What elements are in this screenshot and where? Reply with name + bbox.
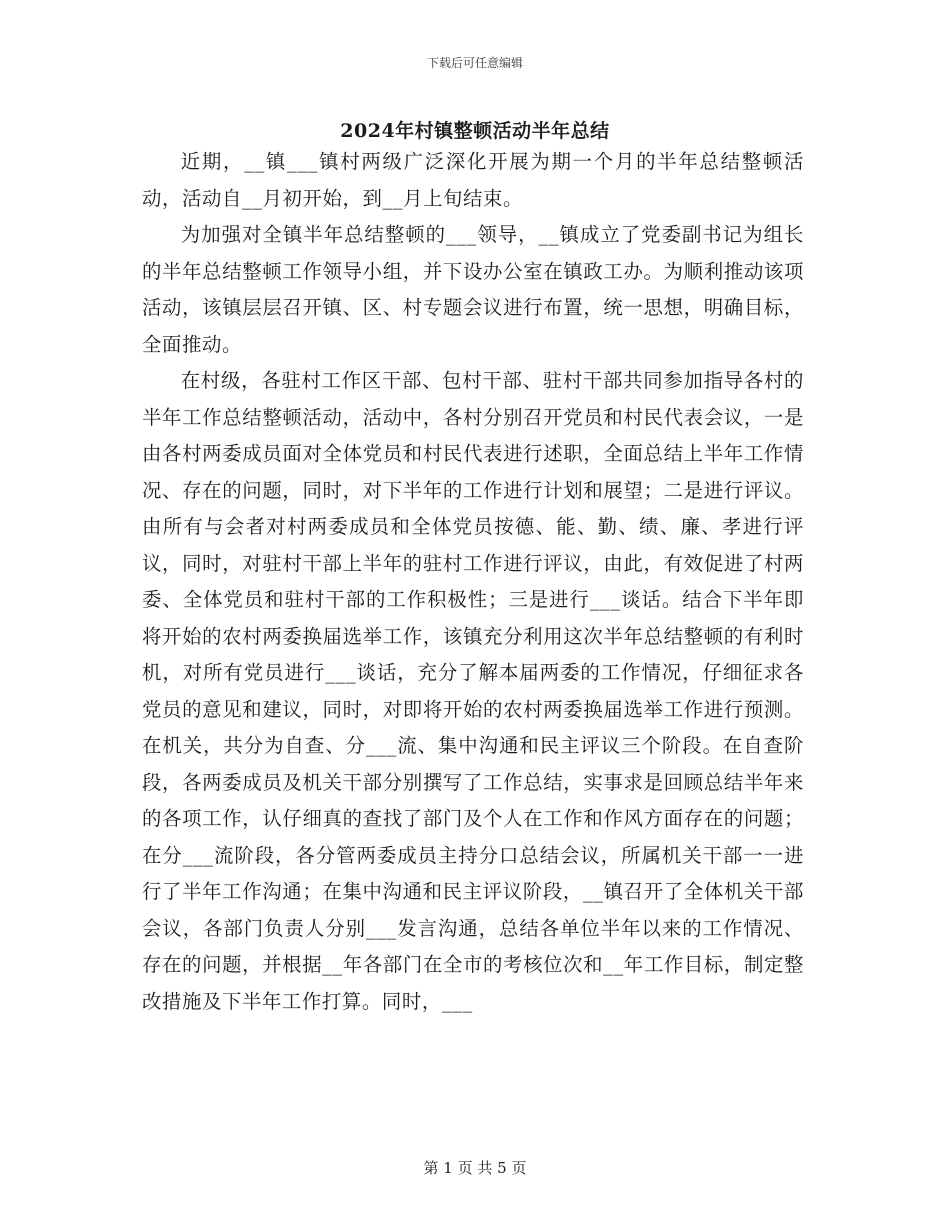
page-header-note: 下载后可任意编辑 — [426, 56, 523, 70]
body-paragraph: 近期，__镇___镇村两级广泛深化开展为期一个月的半年总结整顿活动，活动自__月初开始，到__月上旬结束。 — [142, 150, 804, 210]
body-paragraph: 为加强对全镇半年总结整顿的___领导，__镇成立了党委副书记为组长的半年总结整顿工作领导小组，并下设办公室在镇政工办。为顺利推动该项活动，该镇层层召开镇、区、村专题会议进行布置，统一思想，明确目标，全面推动。 — [142, 223, 804, 356]
document-title: 2024年村镇整顿活动半年总结 — [340, 120, 610, 142]
body-paragraph: 在村级，各驻村工作区干部、包村干部、驻村干部共同参加指导各村的半年工作总结整顿活动，活动中，各村分别召开党员和村民代表会议，一是由各村两委成员面对全体党员和村民代表进行述职，全面总结上半年工作情况、存在的问题，同时，对下半年的工作进行计划和展望；二是进行评议。由所有与会者对村两委成员和全体党员按德、能、勤、绩、廉、孝进行评议，同时，对驻村干部上半年的驻村工作进行评议，由此，有效促进了村两委、全体党员和驻村干部的工作积极性；三是进行___谈话。结合下半年即将开始的农村两委换届选举工作，该镇充分利用这次半年总结整顿的有利时机，对所有党员进行___谈话，充分了解本届两委的工作情况，仔细征求各党员的意见和建议，同时，对即将开始的农村两委换届选举工作进行预测。在机关，共分为自查、分___流、集中沟通和民主评议三个阶段。在自查阶段，各两委成员及机关干部分别撰写了工作总结，实事求是回顾总结半年来的各项工作，认仔细真的查找了部门及个人在工作和作风方面存在的问题；在分___流阶段，各分管两委成员主持分口总结会议，所属机关干部一一进行了半年工作沟通；在集中沟通和民主评议阶段，__镇召开了全体机关干部会议，各部门负责人分别___发言沟通，总结各单位半年以来的工作情况、存在的问题，并根据__年各部门在全市的考核位次和__年工作目标，制定整改措施及下半年工作打算。同时，___ — [142, 369, 804, 1013]
document-body — [142, 144, 804, 1020]
page-number: 第 1 页 共 5 页 — [423, 1159, 527, 1177]
